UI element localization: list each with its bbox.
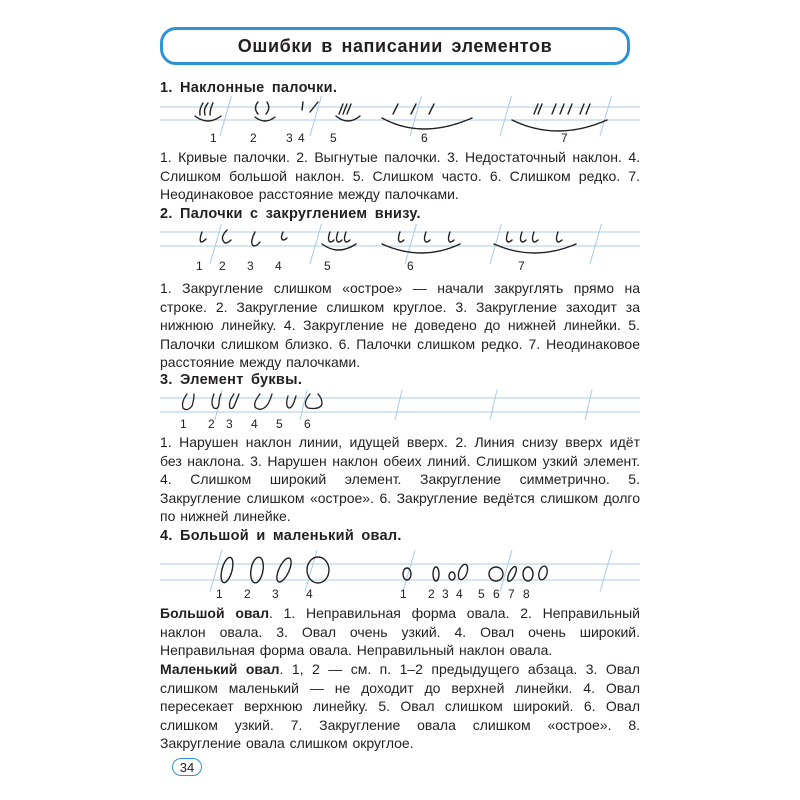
svg-text:3: 3 (286, 131, 293, 145)
label: 1 (210, 131, 217, 145)
page-title-box (160, 27, 630, 65)
section-2-heading: 2. Палочки с закруглением внизу. (160, 206, 421, 222)
svg-text:3: 3 (226, 417, 233, 430)
svg-text:6: 6 (407, 259, 414, 273)
svg-text:2: 2 (250, 131, 257, 145)
svg-text:1: 1 (180, 417, 187, 430)
svg-text:2: 2 (208, 417, 215, 430)
svg-text:5: 5 (276, 417, 283, 430)
svg-text:1: 1 (216, 587, 223, 600)
section-2-figure (160, 224, 640, 274)
svg-text:1: 1 (400, 587, 407, 600)
svg-text:5: 5 (330, 131, 337, 145)
svg-text:4: 4 (275, 259, 282, 273)
section-2-text: 1. Закругление слишком «острое» — начали закруглять прямо на строке. 2. Закругление слишком круглое. 3. Закругление заходит за нижнюю линейку. 4. Закругление не доведено до нижней линейки. 5. Палочки слишком близко. 6. Палочки слишком редко. 7. Неодинаковое расстояние между палочками. (160, 280, 640, 371)
small-oval-text: Маленький овал. 1, 2 — см. п. 1–2 предыдущего абзаца. 3. Овал слишком маленький — не доходит до верхней линейки. 4. Овал пересекает верхнюю линейку. 5. Овал слишком широкий. 6. Овал слишком узкий. 7. Закругление овала слишком «острое». 8. Закругление овала слишком округлое. (160, 661, 640, 752)
section-3-heading: 3. Элемент буквы. (160, 372, 303, 388)
small-oval-label: Маленький овал (160, 661, 280, 677)
svg-text:7: 7 (518, 259, 525, 273)
svg-text:6: 6 (304, 417, 311, 430)
svg-text:2: 2 (219, 259, 226, 273)
section-4-heading: 4. Большой и маленький овал. (160, 528, 402, 544)
svg-text:3: 3 (442, 587, 449, 600)
section-1-figure (160, 96, 640, 146)
page-title: Ошибки в написании элементов (237, 35, 553, 56)
big-oval-label: Большой овал (160, 605, 269, 621)
svg-text:3: 3 (272, 587, 279, 600)
svg-text:6: 6 (493, 587, 500, 600)
svg-text:2: 2 (428, 587, 435, 600)
section-1-text: 1. Кривые палочки. 2. Выгнутые палочки. 3. Недостаточный наклон. 4. Слишком большой наклон. 5. Слишком часто. 6. Слишком редко. 7. Неодинаковое расстояние между палочками. (160, 149, 640, 203)
svg-text:1: 1 (196, 259, 203, 273)
svg-text:8: 8 (523, 587, 530, 600)
svg-text:5: 5 (324, 259, 331, 273)
svg-text:5: 5 (478, 587, 485, 600)
section-1-heading: 1. Наклонные палочки. (160, 80, 338, 96)
page-number: 34 (172, 758, 202, 776)
svg-text:4: 4 (298, 131, 305, 145)
svg-text:4: 4 (251, 417, 258, 430)
svg-text:7: 7 (561, 131, 568, 145)
section-3-text: 1. Нарушен наклон линии, идущей вверх. 2. Линия снизу вверх идёт без наклона. 3. Нарушен наклон обеих линий. Слишком узкий элемент. 4. Слишком широкий элемент. Закругление симметрично. 5. Закругление слишком «острое». 6. Закругление ведётся слишком долго по нижней линейке. (160, 434, 640, 525)
big-oval-text: Большой овал. 1. Неправильная форма овала. 2. Неправильный наклон овала. 3. Овал очень узкий. 4. Овал очень широкий. Неправильная форма овала. Неправильный наклон овала. (160, 605, 640, 659)
svg-text:6: 6 (421, 131, 428, 145)
svg-text:4: 4 (306, 587, 313, 600)
svg-text:3: 3 (247, 259, 254, 273)
svg-text:4: 4 (456, 587, 463, 600)
section-4-figure (160, 550, 640, 600)
svg-text:2: 2 (244, 587, 251, 600)
svg-text:7: 7 (508, 587, 515, 600)
section-3-figure (160, 390, 640, 430)
